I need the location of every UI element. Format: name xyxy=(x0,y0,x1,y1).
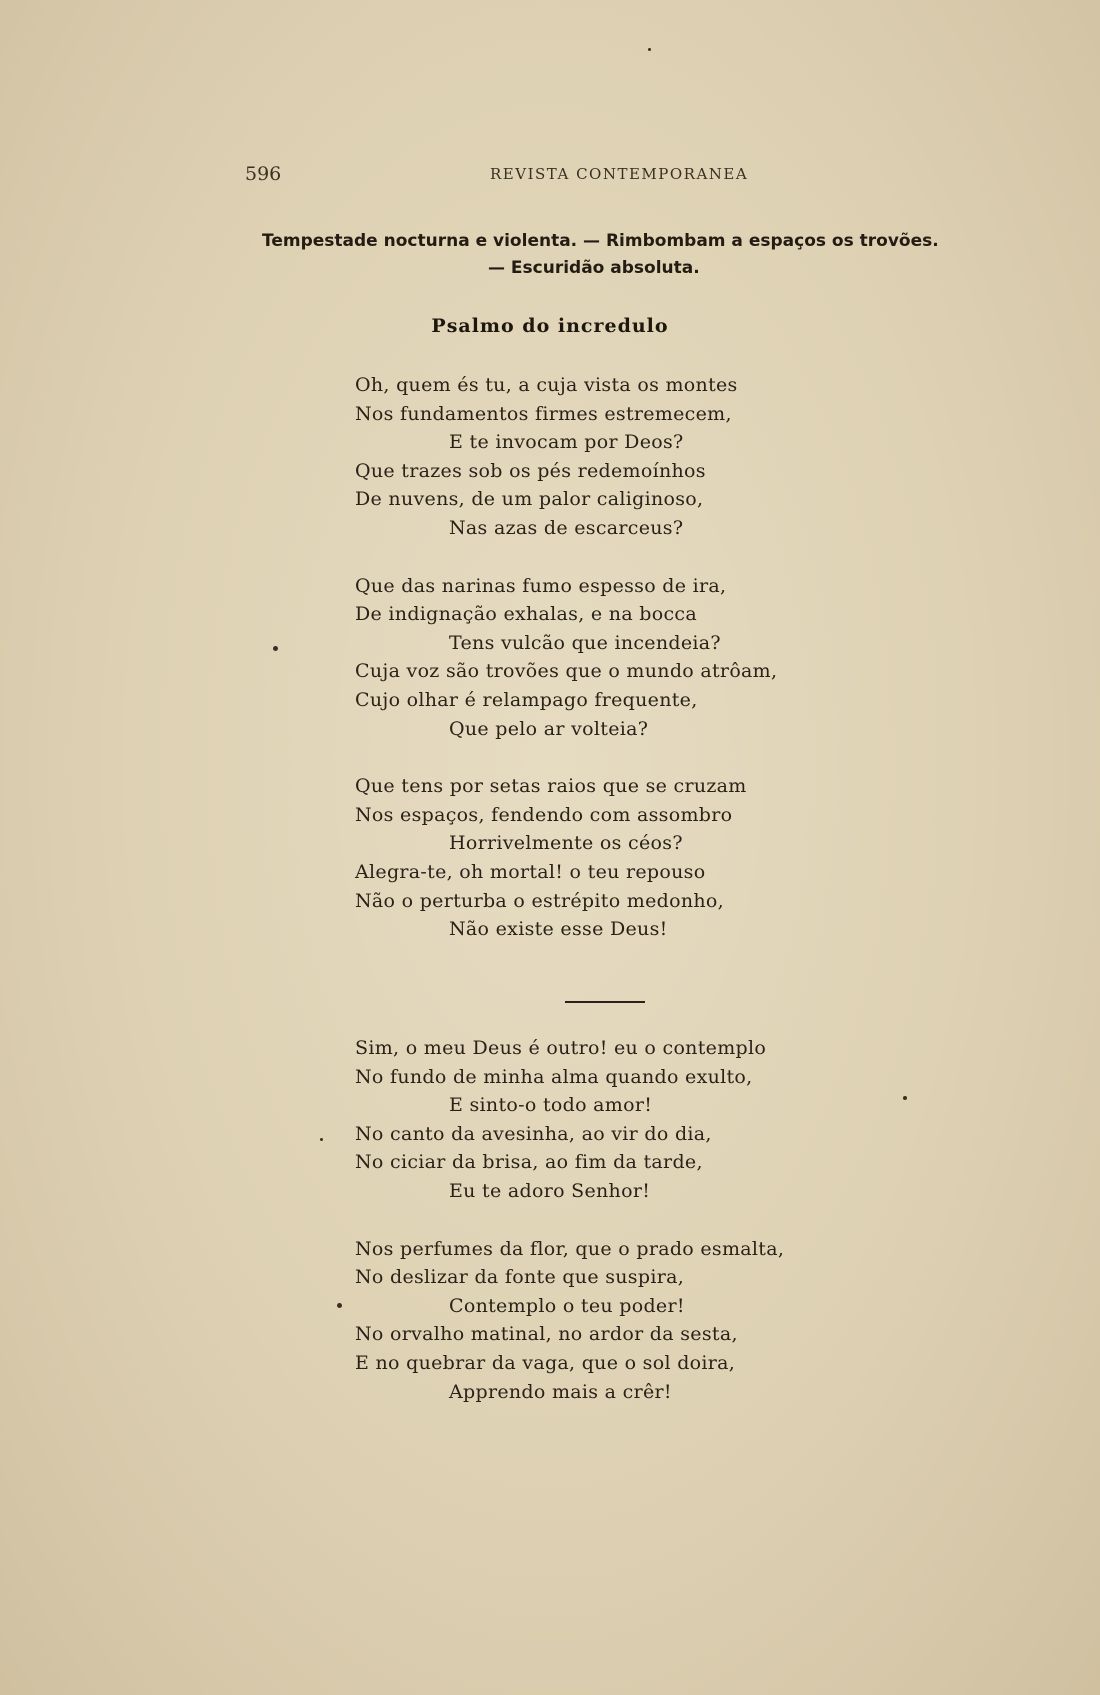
stanza xyxy=(355,772,915,944)
verse-line: Cuja voz são trovões que o mundo atrôam, xyxy=(355,660,778,683)
stanza xyxy=(355,371,915,543)
verse-line: Sim, o meu Deus é outro! eu o contemplo xyxy=(355,1037,767,1059)
verse-line: Cujo olhar é relampago frequente, xyxy=(355,688,698,711)
verse-line: Não existe esse Deus! xyxy=(449,918,668,941)
verse-line: Nas azas de escarceus? xyxy=(449,516,684,539)
section-separator xyxy=(565,1001,645,1003)
page-number: 596 xyxy=(245,163,282,185)
verse-line: Oh, quem és tu, a cuja vista os montes xyxy=(355,374,738,396)
page-header xyxy=(245,163,749,187)
verse-line: No deslizar da fonte que suspira, xyxy=(355,1266,685,1289)
verse-line: Eu te adoro Senhor! xyxy=(449,1179,651,1202)
stanza xyxy=(355,572,915,744)
verse-line: Nos fundamentos firmes estremecem, xyxy=(355,402,732,425)
paper-speck xyxy=(648,48,651,51)
stanza xyxy=(355,1235,915,1407)
verse-line: Apprendo mais a crêr! xyxy=(449,1380,672,1403)
verse-line: Que pelo ar volteia? xyxy=(449,717,649,740)
stage-direction xyxy=(262,228,962,282)
paper-speck xyxy=(337,1303,342,1308)
verse-line: De indignação exhalas, e na bocca xyxy=(355,603,698,626)
verse-line: Horrivelmente os céos? xyxy=(449,832,683,855)
verse-line: Não o perturba o estrépito medonho, xyxy=(355,889,724,912)
stage-direction-line: Tempestade nocturna e violenta. — Rimbombam a espaços os trovões. xyxy=(262,231,939,251)
verse-line: No ciciar da brisa, ao fim da tarde, xyxy=(355,1151,703,1174)
verse-line: No canto da avesinha, ao vir do dia, xyxy=(355,1122,712,1145)
paper-speck xyxy=(903,1096,907,1100)
poem-part-one xyxy=(355,371,915,973)
verse-line: No fundo de minha alma quando exulto, xyxy=(355,1065,753,1088)
stanza xyxy=(355,1034,915,1206)
paper-speck xyxy=(320,1138,323,1141)
running-title: REVISTA CONTEMPORANEA xyxy=(490,165,749,183)
verse-line: E no quebrar da vaga, que o sol doira, xyxy=(355,1351,736,1374)
verse-line: De nuvens, de um palor caliginoso, xyxy=(355,488,704,511)
verse-line: Que das narinas fumo espesso de ira, xyxy=(355,574,727,597)
verse-line: Nos espaços, fendendo com assombro xyxy=(355,803,733,826)
verse-line: E te invocam por Deos? xyxy=(449,431,684,454)
verse-line: Que tens por setas raios que se cruzam xyxy=(355,775,747,798)
verse-line: Alegra-te, oh mortal! o teu repouso xyxy=(355,860,706,883)
verse-line: Que trazes sob os pés redemoínhos xyxy=(355,459,706,482)
stage-direction-line: — Escuridão absoluta. xyxy=(488,258,700,278)
verse-line: No orvalho matinal, no ardor da sesta, xyxy=(355,1323,738,1346)
verse-line: Contemplo o teu poder! xyxy=(449,1294,685,1317)
poem-part-two xyxy=(355,1034,915,1435)
poem-title: Psalmo do incredulo xyxy=(431,315,669,337)
paper-speck xyxy=(273,646,278,651)
verse-line: Tens vulcão que incendeia? xyxy=(449,631,721,654)
verse-line: Nos perfumes da flor, que o prado esmalta, xyxy=(355,1237,785,1260)
verse-line: E sinto-o todo amor! xyxy=(449,1094,653,1117)
